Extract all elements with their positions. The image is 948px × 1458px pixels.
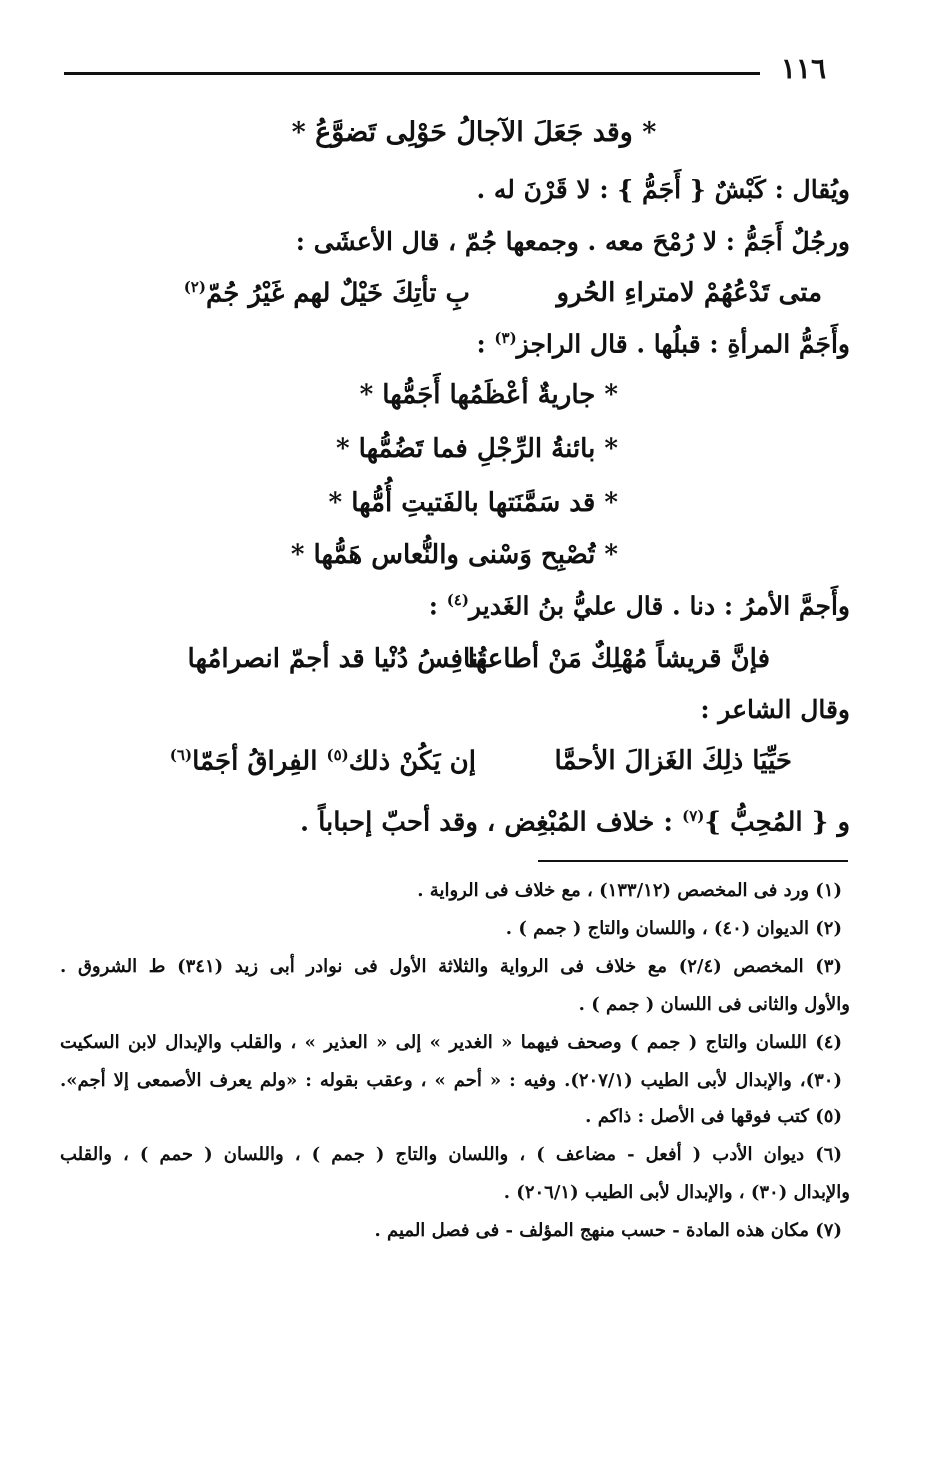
text-line-10 xyxy=(300,808,850,837)
footnote-ref-5: (٥) xyxy=(326,746,349,764)
couplet-2-second-hemistich: تُنافِسُ دُنْيا قد أجمّ انصرامُها xyxy=(187,644,486,674)
text-line-6-b: : xyxy=(428,591,447,621)
couplet-3-second-hemistich xyxy=(170,746,476,777)
text-line-3: ورجُلٌ أَجَمُّ : لا رُمْحَ معه . وجمعها جُمّ ، قال الأعشَى : xyxy=(295,227,850,256)
couplet-3-second-b: الفِراقُ أجَمّا xyxy=(192,746,327,777)
rajaz-verse-2: * بائنةُ الرِّجْلِ فما تَضُمُّها * xyxy=(336,434,618,464)
footnote-ref-6: (٦) xyxy=(169,746,193,764)
footnote-rule xyxy=(538,860,848,862)
page-number: ١١٦ xyxy=(780,52,826,85)
footnote-4-line-2: (٣٠)، والإبدال لأبى الطيب (٢٠٧/١). وفيه : « أحم » ، وعقب بقوله : «ولم يعرف الأصمعى إلا أجم». xyxy=(60,1070,842,1091)
couplet-3-second-a: إن يَكُنْ ذلك xyxy=(348,746,476,777)
text-line-8: وقال الشاعر : xyxy=(700,695,850,724)
couplet-3-first-hemistich: حَيِّيَا ذلِكَ الغَزالَ الأحمَّا xyxy=(554,746,792,776)
text-line-5-b: : xyxy=(476,329,495,359)
text-line-5-a: وأَجَمُّ المرأةِ : قبلُها . قال الراجز xyxy=(516,329,850,359)
footnote-6-line-1: (٦) ديوان الأدب ( أفعل - مضاعف ) ، واللسان والتاج ( جمم ) ، واللسان ( حمم ) ، والقلب xyxy=(60,1144,842,1165)
footnote-2: (٢) الديوان (٤٠) ، واللسان والتاج ( جمم ) . xyxy=(505,918,842,939)
rajaz-verse-4: * تُصْبِح وَسْنى والنُّعاس هَمُّها * xyxy=(290,540,618,570)
text-line-10-a: و { المُحِبُّ } xyxy=(704,807,850,838)
footnote-ref-2: (٢) xyxy=(183,278,206,296)
footnote-6-line-2: والإبدال (٣٠) ، والإبدال لأبى الطيب (٢٠٦/١) . xyxy=(503,1182,850,1203)
footnote-3-line-1: (٣) المخصص (٢/٤) مع خلاف فى الرواية والثلاثة الأول فى نوادر أبى زيد (٣٤١) ط الشروق . xyxy=(60,956,842,977)
footnote-7: (٧) مكان هذه المادة - حسب منهج المؤلف - فى فصل الميم . xyxy=(374,1220,842,1241)
text-line-6 xyxy=(429,592,850,620)
text-line-2: ويُقال : كَبْشٌ { أَجَمُّ } : لا قَرْنَ له . xyxy=(476,175,850,204)
verse-line-1: * وقد جَعَلَ الآجالُ حَوْلِى تَضوَّعُ * xyxy=(291,117,657,148)
header-rule xyxy=(64,72,760,75)
couplet-1-second-text: بِ تأتِكَ خَيْلٌ لهم غَيْرُ جُمّ xyxy=(205,278,470,309)
footnote-ref-4: (٤) xyxy=(446,591,469,609)
footnote-1: (١) ورد فى المخصص (١٣٣/١٢) ، مع خلاف فى الرواية . xyxy=(417,880,842,901)
couplet-2-first-hemistich: فإنَّ قريشاً مُهْلِكٌ مَنْ أطاعها xyxy=(467,644,770,674)
footnote-4-line-1: (٤) اللسان والتاج ( جمم ) وصحف فيهما « الغدير » إلى « العذير » ، والقلب والإبدال لابن السكيت xyxy=(60,1032,842,1053)
footnote-5: (٥) كتب فوقها فى الأصل : ذاكم . xyxy=(585,1106,842,1127)
text-line-6-a: وأَجمَّ الأمرُ : دنا . قال عليُّ بنُ الغَدير xyxy=(468,591,850,621)
couplet-1-second-hemistich xyxy=(184,278,470,309)
text-line-5 xyxy=(476,330,850,358)
couplet-1-first-hemistich: متى تَدْعُهُمْ لامتراءِ الحُرو xyxy=(556,278,822,308)
rajaz-verse-3: * قد سَمَّنَتها بالفَتيتِ أُمُّها * xyxy=(328,488,618,518)
rajaz-verse-1: * جاريةٌ أعْظَمُها أَجَمُّها * xyxy=(359,380,618,410)
footnote-ref-3: (٣) xyxy=(494,329,517,347)
footnote-ref-7: (٧) xyxy=(682,807,705,825)
footnote-3-line-2: والأول والثانى فى اللسان ( جمم ) . xyxy=(578,994,850,1015)
text-line-10-b: : خلاف المُبْغِض ، وقد أحبّ إحباباً . xyxy=(299,807,683,838)
